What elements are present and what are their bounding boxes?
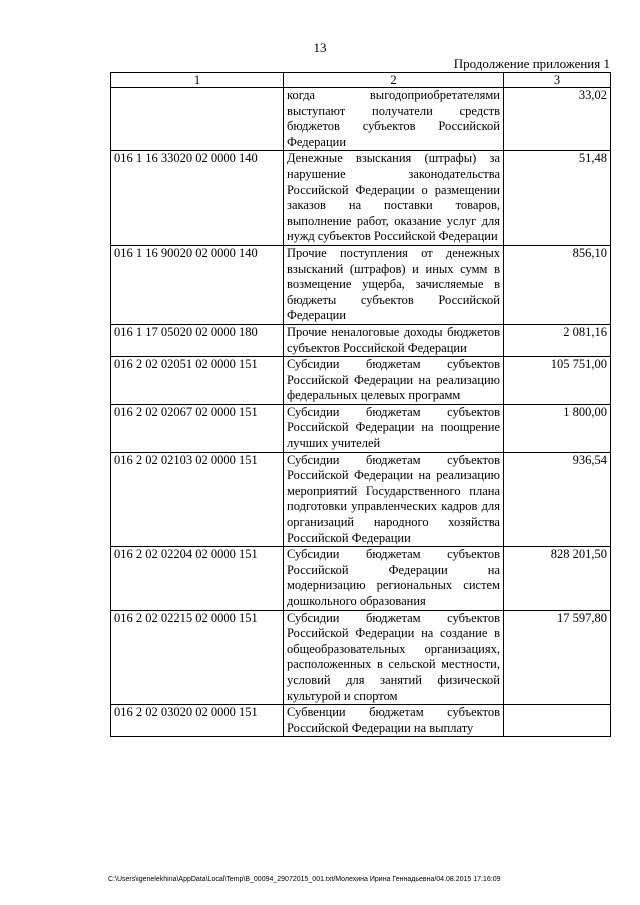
table-row (111, 547, 611, 610)
row-amount: 17 597,80 (504, 610, 611, 705)
row-name: когда выгодоприобретателями выступают получатели средств бюджетов субъектов Российской Федерации (284, 88, 504, 151)
table-row (111, 88, 611, 151)
row-code: 016 1 16 90020 02 0000 140 (111, 245, 284, 324)
row-amount: 105 751,00 (504, 357, 611, 405)
row-code: 016 1 16 33020 02 0000 140 (111, 151, 284, 246)
table-row (111, 245, 611, 324)
revenue-table (110, 72, 611, 737)
row-amount (504, 705, 611, 737)
row-name: Субсидии бюджетам субъектов Российской Федерации на создание в общеобразовательных организациях, расположенных в сельской местности, условий для занятий физической культурой и спортом (284, 610, 504, 705)
row-code: 016 1 17 05020 02 0000 180 (111, 324, 284, 356)
row-name: Субсидии бюджетам субъектов Российской Федерации на реализацию мероприятий Государственного плана подготовки управленческих кадров для организаций народного хозяйства Российской Федерации (284, 452, 504, 547)
page-number: 13 (313, 40, 327, 55)
row-amount: 51,48 (504, 151, 611, 246)
row-name: Денежные взыскания (штрафы) за нарушение законодательства Российской Федерации о размещении заказов на поставки товаров, выполнение работ, оказание услуг для нужд субъектов Российской Федерации (284, 151, 504, 246)
row-amount: 1 800,00 (504, 404, 611, 452)
column-header-2: 2 (284, 73, 504, 88)
row-amount: 828 201,50 (504, 547, 611, 610)
table-row (111, 151, 611, 246)
row-name: Субсидии бюджетам субъектов Российской Федерации на реализацию федеральных целевых программ (284, 357, 504, 405)
continuation-label: Продолжение приложения 1 (453, 56, 610, 71)
table-row (111, 404, 611, 452)
column-header-3: 3 (504, 73, 611, 88)
row-code: 016 2 02 02103 02 0000 151 (111, 452, 284, 547)
row-code: 016 2 02 02215 02 0000 151 (111, 610, 284, 705)
row-name: Прочие неналоговые доходы бюджетов субъектов Российской Федерации (284, 324, 504, 356)
row-name: Прочие поступления от денежных взысканий (штрафов) и иных сумм в возмещение ущерба, зачисляемые в бюджеты субъектов Российской Федерации (284, 245, 504, 324)
row-code: 016 2 02 02067 02 0000 151 (111, 404, 284, 452)
row-code: 016 2 02 03020 02 0000 151 (111, 705, 284, 737)
table-row (111, 452, 611, 547)
table-header-row (111, 73, 611, 88)
row-amount: 33,02 (504, 88, 611, 151)
table-row (111, 324, 611, 356)
table-row (111, 610, 611, 705)
row-name: Субсидии бюджетам субъектов Российской Федерации на поощрение лучших учителей (284, 404, 504, 452)
row-code: 016 2 02 02051 02 0000 151 (111, 357, 284, 405)
table-row (111, 357, 611, 405)
file-path-footer: C:\Users\igenelekhina\AppData\Local\Temp\B_00094_29072015_001.txt/Молехина Ирина Геннадьевна/04.08.2015 17:16:09 (108, 876, 501, 883)
row-amount: 936,54 (504, 452, 611, 547)
row-name: Субсидии бюджетам субъектов Российской Федерации на модернизацию региональных систем дошкольного образования (284, 547, 504, 610)
row-name: Субвенции бюджетам субъектов Российской Федерации на выплату (284, 705, 504, 737)
column-header-1: 1 (111, 73, 284, 88)
table-row (111, 705, 611, 737)
row-code (111, 88, 284, 151)
row-amount: 2 081,16 (504, 324, 611, 356)
row-amount: 856,10 (504, 245, 611, 324)
row-code: 016 2 02 02204 02 0000 151 (111, 547, 284, 610)
